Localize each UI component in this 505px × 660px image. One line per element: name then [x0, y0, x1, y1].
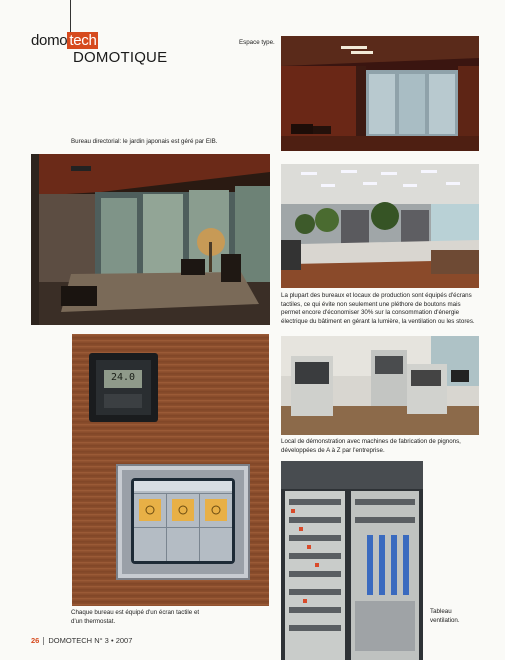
caption-bureau-directorial: Bureau directorial: le jardin japonais est géré par EIB.: [71, 138, 218, 145]
footer-divider: [43, 637, 44, 645]
photo-open-office: [281, 164, 479, 288]
page-footer: [31, 636, 132, 645]
photo-ecran-tactile-thermostat: [72, 334, 269, 606]
brand-domo: domo: [31, 32, 68, 49]
footer-bullet: •: [110, 636, 114, 645]
page-number: 26: [31, 636, 40, 645]
footer-year: 2007: [115, 636, 133, 645]
photo-tableau-ventilation: [281, 461, 423, 660]
photo-espace-type: [281, 36, 479, 151]
caption-chaque-bureau: Chaque bureau est équipé d'un écran tactile et d'un thermostat.: [71, 609, 200, 625]
caption-tableau-ventilation: Tableau ventilation.: [430, 608, 460, 624]
caption-local-demonstration: Local de démonstration avec machines de fabrication de pignons, développées de A à Z par l'entreprise.: [281, 438, 461, 454]
brand-tech: tech: [69, 32, 97, 49]
photo-local-demonstration: [281, 336, 479, 435]
footer-publication: DOMOTECH: [48, 636, 93, 645]
photo-bureau-directorial: [31, 154, 270, 325]
thermostat-display: 24.0: [110, 372, 136, 383]
section-title: DOMOTIQUE: [73, 49, 168, 66]
footer-issue: N° 3: [94, 636, 109, 645]
caption-espace-type: Espace type.: [239, 39, 275, 46]
caption-ecrans-tactiles: La plupart des bureaux et locaux de production sont équipés d'écrans tactiles, ce qui évite non seulement une pléthore de boutons mais permet encore d'économiser 30% sur la consommation d'énergie électrique du bâtiment en gérant la lumière, la ventilation ou les stores.: [281, 292, 475, 325]
brand-logo: [31, 33, 98, 49]
